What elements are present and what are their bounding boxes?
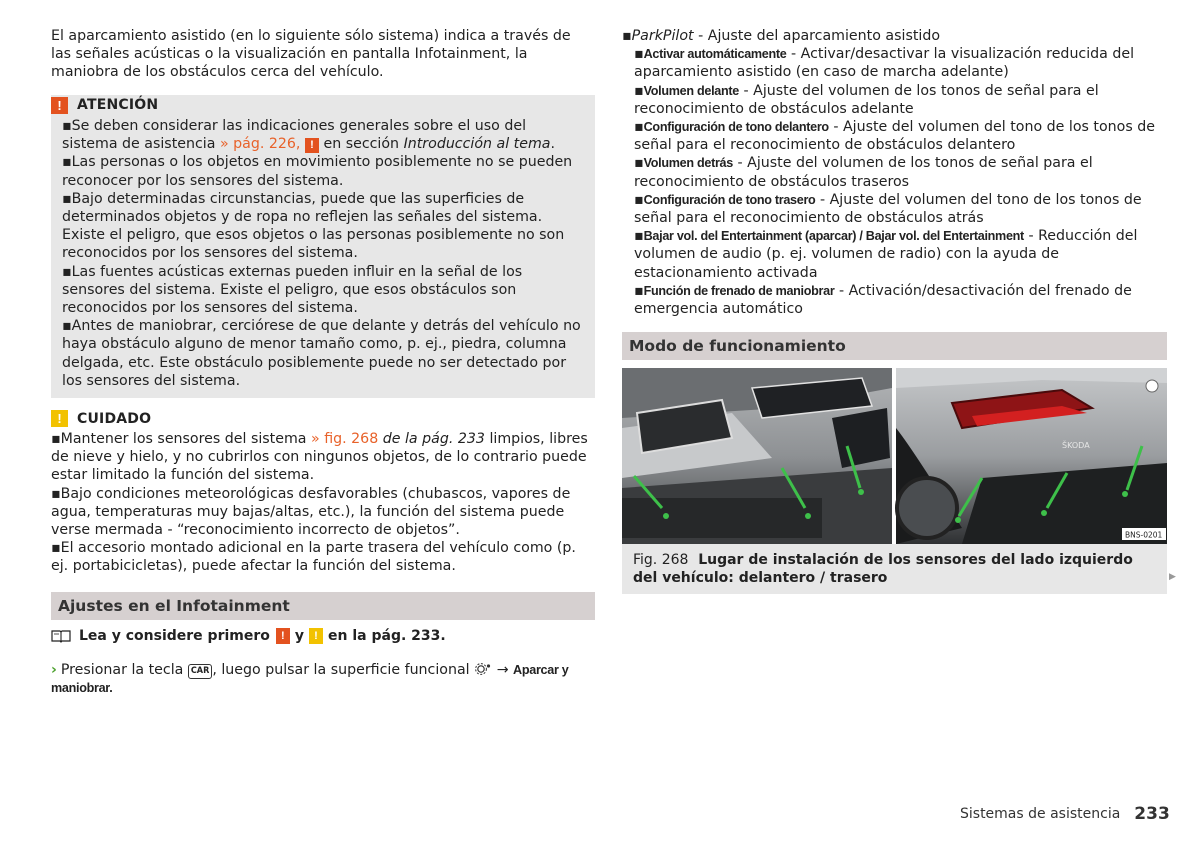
setting-item (634, 191, 1167, 227)
attention-item-text: Se deben considerar las indicaciones generales sobre el uso del sistema de asistencia (62, 118, 527, 153)
attention-item-text: Las personas o los objetos en movimiento posiblemente no se pueden reconocer por los sensores del sistema. (62, 154, 573, 189)
attention-item-text: . (550, 136, 556, 153)
modo-heading-bar (622, 332, 1167, 360)
setting-label: Función de frenado de maniobrar (643, 283, 835, 298)
caution-item-text: limpios, libres de nieve y hielo, y no cubrirlos con ningunos objetos, de lo contrario puede estar limitado la función del sistema. (51, 431, 588, 484)
sensor-figure-image (622, 368, 1167, 544)
setting-label: Configuración de tono trasero (643, 192, 816, 207)
setting-label: Bajar vol. del Entertainment (aparcar) / Bajar vol. del Entertainment (643, 229, 1024, 244)
attention-box (51, 95, 595, 398)
car-key-icon: CAR (188, 664, 212, 679)
instruction-text: Presionar la tecla (60, 662, 184, 678)
caution-item (51, 485, 595, 540)
setting-label: Volumen delante (643, 83, 739, 98)
setting-item (634, 282, 1167, 318)
caution-warning-icon: ! (51, 410, 68, 427)
figure-caption-body: Lugar de instalación de los sensores del lado izquierdo del vehículo: delantero / trasero (633, 552, 1133, 587)
figure-code: BNS-0201 (1125, 530, 1163, 540)
attention-item-italic: Introducción al tema (403, 136, 551, 153)
skoda-badge-text: ŠKODA (1062, 441, 1090, 450)
settings-list (622, 27, 1167, 318)
caution-item (51, 539, 595, 575)
attention-ref-icon: ! (276, 628, 290, 644)
warning-inline-icon: ! (305, 138, 319, 153)
attention-item (62, 317, 584, 390)
footer-section-title: Sistemas de asistencia (960, 806, 1121, 822)
setting-desc: - Ajuste del volumen de los tonos de señal para el reconocimiento de obstáculos adelante (634, 82, 1099, 117)
setting-item (634, 82, 1167, 118)
figure-number: Fig. 268 (633, 552, 689, 568)
attention-item-text: Bajo determinadas circunstancias, puede que las superficies de determinados objetos y de ropa no reflejen las señales del sistema. Existe el peligro, que esos objetos o las personas posiblemente no son reconocidos por los sensores del sistema. (62, 190, 565, 262)
menu-path-label: Aparcar y maniobrar. (51, 663, 569, 696)
attention-body (62, 117, 584, 390)
parkpilot-item (622, 27, 1167, 45)
caution-section (51, 410, 595, 576)
read-first-text: Lea y considere primero (79, 628, 270, 644)
sensor-figure (622, 368, 1167, 544)
caution-body (51, 430, 595, 576)
read-first-line (51, 628, 595, 644)
page-footer (960, 804, 1170, 824)
figure-caption (622, 544, 1167, 594)
attention-item-text: Las fuentes acústicas externas pueden influir en la señal de los sensores del sistema. Existe el peligro, que esos obstáculos son reconocidos por los sensores del sistema. (62, 263, 523, 317)
caution-title: CUIDADO (77, 410, 152, 427)
attention-header (51, 95, 158, 115)
setting-desc: - Ajuste del volumen de los tonos de señal para el reconocimiento de obstáculos traseros (634, 155, 1093, 190)
attention-item (62, 263, 584, 318)
setting-desc: - Ajuste del volumen del tono de los tonos de señal para el reconocimiento de obstáculos delantero (634, 119, 1155, 154)
book-icon (51, 629, 71, 643)
caution-item-text: Bajo condiciones meteorológicas desfavorables (chubascos, vapores de agua, temperaturas muy bajas/altas, etc.), la función del sistema puede verse mermada - “reconocimiento incorrecto de objetos”. (51, 485, 571, 539)
step-chevron-icon: › (51, 662, 57, 678)
infotainment-heading: Ajustes en el Infotainment (58, 597, 290, 615)
setting-item (634, 118, 1167, 154)
arrow-text: → (496, 662, 509, 678)
setting-desc: - Activación/desactivación del frenado de emergencia automático (634, 282, 1132, 318)
settings-gear-icon (474, 662, 492, 676)
instruction-text: , luego pulsar la superficie funcional (212, 662, 470, 678)
setting-label: Configuración de tono delantero (643, 120, 829, 135)
caution-item-text: Mantener los sensores del sistema (60, 431, 311, 447)
parkpilot-desc: - Ajuste del aparcamiento asistido (693, 28, 941, 44)
figure-caption-text (633, 551, 1153, 587)
caution-item-text: El accesorio montado adicional en la parte trasera del vehículo como (p. ej. portabicicletas), puede afectar la función del sistema. (51, 540, 576, 575)
setting-item (634, 154, 1167, 190)
caution-item-italic: de la pág. 233 (378, 431, 485, 447)
infotainment-heading-bar (51, 592, 595, 620)
caution-header (51, 410, 595, 427)
parkpilot-label: ParkPilot (631, 28, 694, 44)
setting-label: Volumen detrás (643, 156, 733, 171)
continue-arrow-icon: ▶ (1169, 572, 1176, 582)
read-and-text: y (294, 628, 305, 644)
attention-item-text: en sección (318, 136, 404, 153)
setting-desc: - Activar/desactivar la visualización reducida del aparcamiento asistido (en caso de marcha adelante) (634, 46, 1135, 81)
attention-item (62, 190, 584, 263)
instruction-step (51, 661, 595, 697)
attention-warning-icon: ! (51, 97, 68, 114)
setting-item (634, 227, 1167, 282)
caution-ref-icon: ! (309, 628, 323, 644)
fig-268-link[interactable]: » fig. 268 (311, 431, 379, 447)
setting-item (634, 45, 1167, 81)
read-page-ref: en la pág. 233. (328, 628, 446, 644)
setting-desc: - Ajuste del volumen del tono de los tonos de señal para el reconocimiento de obstáculos atrás (634, 191, 1142, 227)
page-number: 233 (1134, 804, 1170, 824)
setting-label: Activar automáticamente (643, 47, 787, 62)
attention-item (62, 153, 584, 189)
setting-desc: - Reducción del volumen de audio (p. ej. volumen de radio) con la ayuda de estacionamiento activada (634, 228, 1138, 281)
modo-heading: Modo de funcionamiento (629, 337, 846, 355)
attention-item (62, 117, 584, 153)
attention-title: ATENCIÓN (77, 97, 159, 113)
intro-paragraph: El aparcamiento asistido (en lo siguiente sólo sistema) indica a través de las señales acústicas o la visualización en pantalla Infotainment, la maniobra de los obstáculos cerca del vehículo. (51, 28, 571, 81)
caution-item (51, 430, 595, 485)
attention-item-text: Antes de maniobrar, cerciórese de que delante y detrás del vehículo no haya obstáculo alguno de menor tamaño como, p. ej., piedra, columna delgada, etc. Este obstáculo posiblemente puede no ser detectado por los sensores del sistema. (62, 318, 581, 389)
page-226-link[interactable]: » pág. 226, (219, 136, 301, 153)
